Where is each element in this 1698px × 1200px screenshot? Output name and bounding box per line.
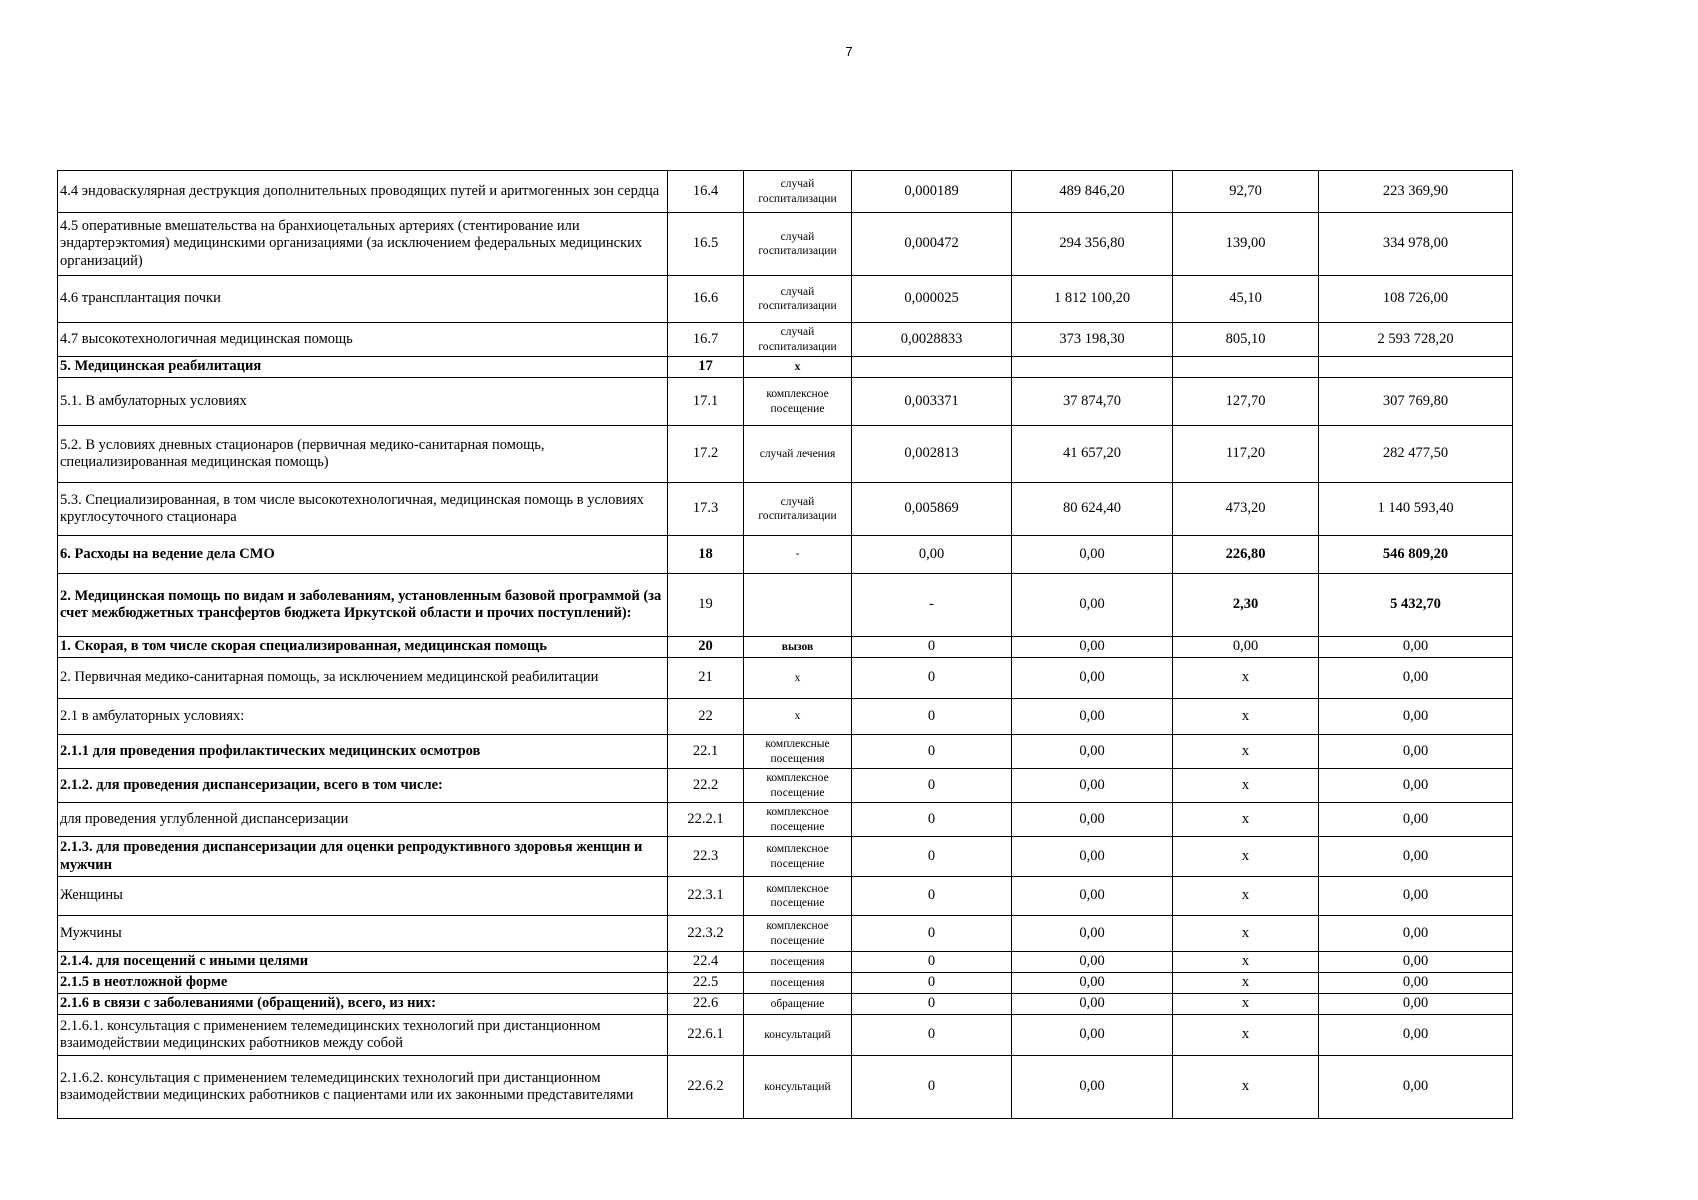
table-row (58, 916, 1513, 952)
row-value: 2,30 (1173, 574, 1319, 637)
row-value: 0 (852, 735, 1012, 769)
row-value: x (1173, 769, 1319, 803)
table-row (58, 658, 1513, 699)
table-row (58, 837, 1513, 877)
page-number: 7 (845, 44, 853, 59)
row-value: 1 140 593,40 (1319, 483, 1513, 536)
row-unit: посещения (744, 952, 852, 973)
row-value: 546 809,20 (1319, 536, 1513, 574)
table-row (58, 213, 1513, 276)
row-value: 0,00 (1319, 658, 1513, 699)
row-code: 21 (668, 658, 744, 699)
row-value: 0,00 (1319, 837, 1513, 877)
row-unit: случай госпитализации (744, 171, 852, 213)
row-code: 22.4 (668, 952, 744, 973)
row-value: 41 657,20 (1012, 426, 1173, 483)
row-value: 0 (852, 973, 1012, 994)
row-name: 4.5 оперативные вмешательства на бранхиоцетальных артериях (стентирование или эндартерэктомия) медицинскими организациями (за исключением федеральных медицинских организаций) (58, 213, 668, 276)
row-unit: комплексное посещение (744, 916, 852, 952)
row-name: 5.1. В амбулаторных условиях (58, 378, 668, 426)
row-value: 0,00 (1012, 973, 1173, 994)
row-value: 0,00 (1012, 699, 1173, 735)
row-unit: - (744, 536, 852, 574)
row-value: 282 477,50 (1319, 426, 1513, 483)
row-value: 0,00 (1012, 916, 1173, 952)
row-unit: случай лечения (744, 426, 852, 483)
row-value: 0,00 (1319, 803, 1513, 837)
row-value: 80 624,40 (1012, 483, 1173, 536)
row-value: 0 (852, 952, 1012, 973)
row-value: 0 (852, 916, 1012, 952)
row-value: 0,00 (1012, 994, 1173, 1015)
row-value: 0,00 (1012, 1056, 1173, 1119)
row-name: 4.7 высокотехнологичная медицинская помощь (58, 323, 668, 357)
row-code: 17.3 (668, 483, 744, 536)
row-code: 17.2 (668, 426, 744, 483)
row-value: 0,00 (1319, 769, 1513, 803)
row-value: 307 769,80 (1319, 378, 1513, 426)
row-value: 0,000472 (852, 213, 1012, 276)
row-value: x (1173, 837, 1319, 877)
row-name: 5. Медицинская реабилитация (58, 357, 668, 378)
row-value: 294 356,80 (1012, 213, 1173, 276)
row-name: 2. Первичная медико-санитарная помощь, за исключением медицинской реабилитации (58, 658, 668, 699)
row-value: 0 (852, 1015, 1012, 1056)
row-value: 117,20 (1173, 426, 1319, 483)
row-value: x (1173, 877, 1319, 916)
row-name: 2. Медицинская помощь по видам и заболеваниям, установленным базовой программой (за счет межбюджетных трансфертов бюджета Иркутской области и прочих поступлений): (58, 574, 668, 637)
row-value: 489 846,20 (1012, 171, 1173, 213)
row-value: 0,005869 (852, 483, 1012, 536)
row-value: 45,10 (1173, 276, 1319, 323)
row-code: 16.4 (668, 171, 744, 213)
row-value: x (1173, 699, 1319, 735)
table-row (58, 735, 1513, 769)
row-code: 22.3.2 (668, 916, 744, 952)
table-row (58, 952, 1513, 973)
row-value: 0,00 (1012, 877, 1173, 916)
row-value: 0,0028833 (852, 323, 1012, 357)
row-value: 0 (852, 877, 1012, 916)
table-row (58, 357, 1513, 378)
row-name: 4.6 трансплантация почки (58, 276, 668, 323)
row-unit: случай госпитализации (744, 213, 852, 276)
row-unit: вызов (744, 637, 852, 658)
row-code: 22 (668, 699, 744, 735)
row-name: для проведения углубленной диспансеризации (58, 803, 668, 837)
row-value: x (1173, 952, 1319, 973)
row-value: 0,00 (1012, 536, 1173, 574)
row-value: 0,00 (1319, 916, 1513, 952)
row-value: 0,00 (1319, 735, 1513, 769)
row-value: 0,00 (1319, 637, 1513, 658)
row-value: 92,70 (1173, 171, 1319, 213)
row-unit: комплексное посещение (744, 769, 852, 803)
row-value: 0,00 (1173, 637, 1319, 658)
row-value: x (1173, 994, 1319, 1015)
row-value: 0,00 (1012, 574, 1173, 637)
row-value: 0,00 (1012, 952, 1173, 973)
row-value: 5 432,70 (1319, 574, 1513, 637)
row-unit (744, 574, 852, 637)
row-value: 805,10 (1173, 323, 1319, 357)
row-unit: консультаций (744, 1056, 852, 1119)
row-value: 0,00 (1319, 973, 1513, 994)
row-code: 22.6 (668, 994, 744, 1015)
row-unit: обращение (744, 994, 852, 1015)
row-value: 0,00 (1012, 637, 1173, 658)
table-row (58, 536, 1513, 574)
row-unit: комплексное посещение (744, 837, 852, 877)
row-value: 0,002813 (852, 426, 1012, 483)
row-value: x (1173, 658, 1319, 699)
row-name: 2.1 в амбулаторных условиях: (58, 699, 668, 735)
row-value: x (1173, 1056, 1319, 1119)
row-code: 18 (668, 536, 744, 574)
row-code: 22.3 (668, 837, 744, 877)
row-code: 19 (668, 574, 744, 637)
row-value: 0,00 (1319, 1056, 1513, 1119)
table-row (58, 769, 1513, 803)
row-code: 22.6.2 (668, 1056, 744, 1119)
row-unit: x (744, 357, 852, 378)
row-code: 22.3.1 (668, 877, 744, 916)
row-name: 2.1.4. для посещений с иными целями (58, 952, 668, 973)
row-code: 16.5 (668, 213, 744, 276)
row-value: x (1173, 735, 1319, 769)
row-value: x (1173, 916, 1319, 952)
row-value: 0,00 (1012, 769, 1173, 803)
row-code: 22.2 (668, 769, 744, 803)
row-unit: комплексные посещения (744, 735, 852, 769)
row-value: 0 (852, 837, 1012, 877)
table-row (58, 1015, 1513, 1056)
row-value: 0,003371 (852, 378, 1012, 426)
row-name: 2.1.1 для проведения профилактических медицинских осмотров (58, 735, 668, 769)
row-value: 0,00 (1012, 803, 1173, 837)
row-value (1012, 357, 1173, 378)
table-row (58, 378, 1513, 426)
row-value: x (1173, 973, 1319, 994)
row-value: 0,000189 (852, 171, 1012, 213)
row-name: 2.1.6 в связи с заболеваниями (обращений), всего, из них: (58, 994, 668, 1015)
row-code: 17 (668, 357, 744, 378)
row-unit: комплексное посещение (744, 803, 852, 837)
table-row (58, 426, 1513, 483)
row-value: 0 (852, 658, 1012, 699)
row-code: 16.6 (668, 276, 744, 323)
row-value: 0,00 (1319, 1015, 1513, 1056)
row-value: 0 (852, 769, 1012, 803)
row-value: 0 (852, 803, 1012, 837)
row-value (1319, 357, 1513, 378)
row-code: 16.7 (668, 323, 744, 357)
row-name: Женщины (58, 877, 668, 916)
row-name: 1. Скорая, в том числе скорая специализированная, медицинская помощь (58, 637, 668, 658)
row-value: 0,00 (1319, 877, 1513, 916)
table-row (58, 973, 1513, 994)
row-value: 0,00 (1012, 837, 1173, 877)
table-row (58, 994, 1513, 1015)
table-row (58, 803, 1513, 837)
table-row (58, 637, 1513, 658)
row-name: 2.1.6.2. консультация с применением телемедицинских технологий при дистанционном взаимодействии медицинских работников с пациентами или их законными представителями (58, 1056, 668, 1119)
row-value (1173, 357, 1319, 378)
table-row (58, 483, 1513, 536)
row-unit: комплексное посещение (744, 378, 852, 426)
row-name: 2.1.2. для проведения диспансеризации, всего в том числе: (58, 769, 668, 803)
row-value: 139,00 (1173, 213, 1319, 276)
row-value: 0 (852, 637, 1012, 658)
row-code: 22.5 (668, 973, 744, 994)
row-unit: x (744, 699, 852, 735)
row-value: 0,00 (1012, 735, 1173, 769)
row-value: 37 874,70 (1012, 378, 1173, 426)
table-row (58, 574, 1513, 637)
row-value: 473,20 (1173, 483, 1319, 536)
row-value: 0,000025 (852, 276, 1012, 323)
row-value: x (1173, 803, 1319, 837)
table-row (58, 171, 1513, 213)
row-unit: консультаций (744, 1015, 852, 1056)
row-code: 17.1 (668, 378, 744, 426)
row-value: 223 369,90 (1319, 171, 1513, 213)
row-unit: посещения (744, 973, 852, 994)
table-row (58, 699, 1513, 735)
row-unit: x (744, 658, 852, 699)
row-name: 5.3. Специализированная, в том числе высокотехнологичная, медицинская помощь в условиях круглосуточного стационара (58, 483, 668, 536)
data-table (57, 170, 1513, 1119)
row-value: 226,80 (1173, 536, 1319, 574)
table-row (58, 877, 1513, 916)
row-unit: случай госпитализации (744, 323, 852, 357)
row-name: 6. Расходы на ведение дела СМО (58, 536, 668, 574)
row-value: 127,70 (1173, 378, 1319, 426)
row-value: 0 (852, 699, 1012, 735)
row-name: 4.4 эндоваскулярная деструкция дополнительных проводящих путей и аритмогенных зон сердца (58, 171, 668, 213)
row-unit: случай госпитализации (744, 276, 852, 323)
row-code: 20 (668, 637, 744, 658)
row-value: 0,00 (1319, 994, 1513, 1015)
row-code: 22.6.1 (668, 1015, 744, 1056)
row-value: 1 812 100,20 (1012, 276, 1173, 323)
row-unit: случай госпитализации (744, 483, 852, 536)
row-value: 0 (852, 1056, 1012, 1119)
row-name: Мужчины (58, 916, 668, 952)
row-name: 2.1.5 в неотложной форме (58, 973, 668, 994)
table-row (58, 276, 1513, 323)
row-value: 0 (852, 994, 1012, 1015)
row-value: 0,00 (1012, 1015, 1173, 1056)
row-value: - (852, 574, 1012, 637)
row-value: 0,00 (1012, 658, 1173, 699)
row-value: 0,00 (852, 536, 1012, 574)
row-name: 5.2. В условиях дневных стационаров (первичная медико-санитарная помощь, специализированная медицинская помощь) (58, 426, 668, 483)
row-unit: комплексное посещение (744, 877, 852, 916)
row-value: 373 198,30 (1012, 323, 1173, 357)
row-code: 22.2.1 (668, 803, 744, 837)
row-value (852, 357, 1012, 378)
row-value: 2 593 728,20 (1319, 323, 1513, 357)
table-row (58, 1056, 1513, 1119)
row-name: 2.1.3. для проведения диспансеризации для оценки репродуктивного здоровья женщин и мужчин (58, 837, 668, 877)
row-value: 0,00 (1319, 699, 1513, 735)
row-code: 22.1 (668, 735, 744, 769)
row-name: 2.1.6.1. консультация с применением телемедицинских технологий при дистанционном взаимодействии медицинских работников между собой (58, 1015, 668, 1056)
table-row (58, 323, 1513, 357)
row-value: x (1173, 1015, 1319, 1056)
row-value: 0,00 (1319, 952, 1513, 973)
row-value: 334 978,00 (1319, 213, 1513, 276)
row-value: 108 726,00 (1319, 276, 1513, 323)
